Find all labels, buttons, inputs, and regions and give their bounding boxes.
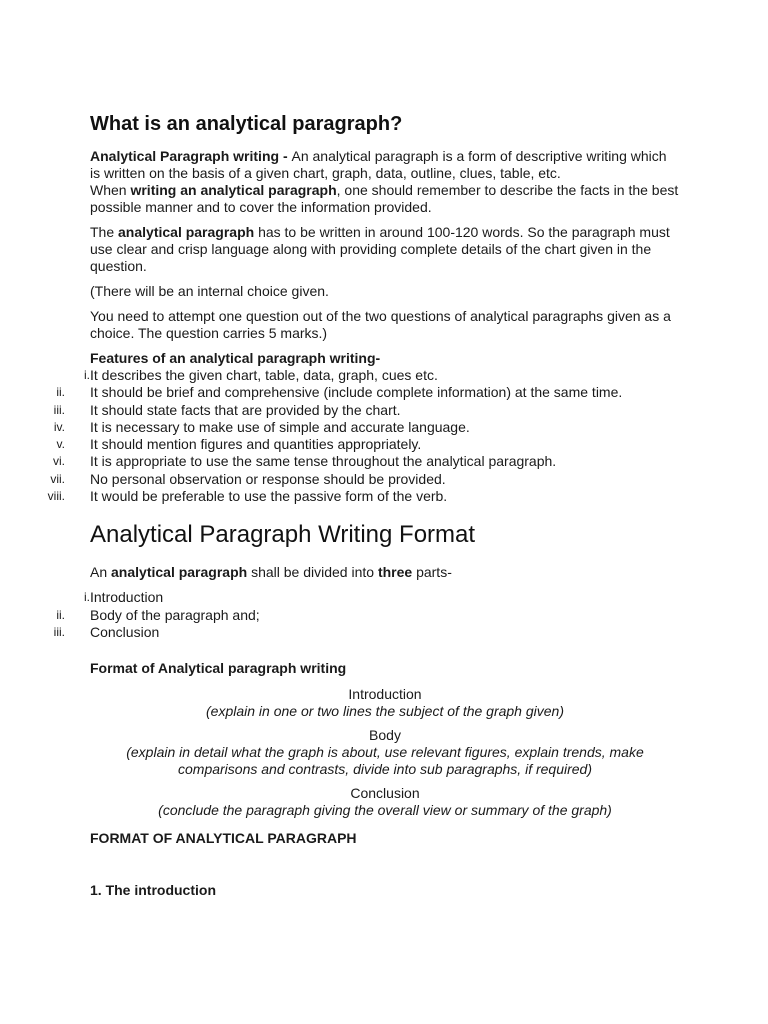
list-item-text: Body of the paragraph and; xyxy=(90,606,260,623)
list-item-text: It should state facts that are provided by the chart. xyxy=(90,401,401,418)
list-item-number: iii. xyxy=(53,402,65,417)
format-block-body xyxy=(90,727,680,778)
list-item-number: ii. xyxy=(56,607,65,622)
format-subheading: Format of Analytical paragraph writing xyxy=(90,660,347,677)
format-block-conclusion xyxy=(90,785,680,819)
divided-bold-1: analytical paragraph xyxy=(111,564,248,581)
list-item-number: viii. xyxy=(47,489,65,504)
list-item-text: No personal observation or response should be provided. xyxy=(90,470,446,487)
list-item-text: It would be preferable to use the passive form of the verb. xyxy=(90,488,448,505)
intro-when-prefix: When xyxy=(90,182,131,198)
format-caps-heading: FORMAT OF ANALYTICAL PARAGRAPH xyxy=(90,830,357,847)
list-item-text: It should mention figures and quantities appropriately. xyxy=(90,436,422,453)
list-item xyxy=(84,589,680,606)
list-item-number: v. xyxy=(56,437,65,452)
list-item xyxy=(56,384,680,401)
list-item-text: It should be brief and comprehensive (include complete information) at the same time. xyxy=(90,384,623,401)
list-item xyxy=(53,623,680,641)
divided-middle: shall be divided into xyxy=(247,564,378,581)
format-block-note: (explain in one or two lines the subject of the graph given) xyxy=(206,703,564,720)
divided-paragraph xyxy=(90,564,680,581)
list-item xyxy=(84,367,680,384)
attempt-paragraph: You need to attempt one question out of the two questions of analytical paragraphs given as a choice. The question carries 5 marks.) xyxy=(90,308,671,341)
list-item xyxy=(53,418,680,436)
format-block-note: (explain in detail what the graph is about, use relevant figures, explain trends, make comparisons and contrasts, divide into sub paragraphs, if required) xyxy=(126,744,644,778)
intro-when-bold: writing an analytical paragraph xyxy=(130,182,337,198)
format-block-introduction xyxy=(90,686,680,720)
words-paragraph xyxy=(90,224,680,275)
list-item-number: iii. xyxy=(53,624,65,639)
list-item-number: ii. xyxy=(56,385,65,400)
list-item xyxy=(50,470,680,488)
list-item-number: vii. xyxy=(50,471,65,486)
intro-paragraph xyxy=(90,148,680,216)
internal-choice-paragraph: (There will be an internal choice given. xyxy=(90,283,329,299)
intro-lead-bold: Analytical Paragraph writing - xyxy=(90,148,292,164)
format-title: Analytical Paragraph Writing Format xyxy=(90,521,476,549)
list-item-number: i. xyxy=(84,368,90,382)
list-item-text: It is appropriate to use the same tense throughout the analytical paragraph. xyxy=(90,453,557,470)
features-heading: Features of an analytical paragraph writing- xyxy=(90,350,381,366)
list-item-text: It is necessary to make use of simple and accurate language. xyxy=(90,418,470,435)
list-item-number: i. xyxy=(84,590,90,605)
format-block-label: Body xyxy=(369,727,401,744)
format-block-label: Introduction xyxy=(348,686,422,703)
list-item-number: vi. xyxy=(53,454,65,469)
list-item-text: Conclusion xyxy=(90,623,160,640)
list-item-number: iv. xyxy=(53,419,65,434)
divided-bold-2: three xyxy=(377,564,413,581)
list-item xyxy=(56,606,680,624)
divided-prefix: An xyxy=(90,564,112,581)
divided-suffix: parts- xyxy=(412,564,452,581)
list-item xyxy=(53,401,680,419)
list-item xyxy=(56,436,680,453)
question-title: What is an analytical paragraph? xyxy=(90,113,403,135)
list-item-text: It describes the given chart, table, data, graph, cues etc. xyxy=(90,367,438,383)
words-text: has to be written in around 100-120 words. So the paragraph must use clear and crisp language along with providing complete details of the chart given in the question. xyxy=(90,224,670,274)
list-item xyxy=(47,488,680,505)
intro-when-text: , one should remember to describe the facts in the best possible manner and to cover the information provided. xyxy=(90,182,679,215)
document-content xyxy=(47,112,680,907)
list-item xyxy=(53,453,680,470)
features-list xyxy=(47,367,680,505)
words-bold: analytical paragraph xyxy=(118,224,255,240)
introduction-heading: 1. The introduction xyxy=(90,882,216,899)
words-prefix: The xyxy=(90,224,119,240)
parts-list xyxy=(53,589,680,641)
format-block-note: (conclude the paragraph giving the overall view or summary of the graph) xyxy=(158,802,612,819)
intro-lead-text: An analytical paragraph is a form of descriptive writing which is written on the basis of a given chart, graph, data, outline, clues, table, etc. xyxy=(90,148,667,181)
format-block-label: Conclusion xyxy=(350,785,420,802)
list-item-text: Introduction xyxy=(90,589,164,606)
